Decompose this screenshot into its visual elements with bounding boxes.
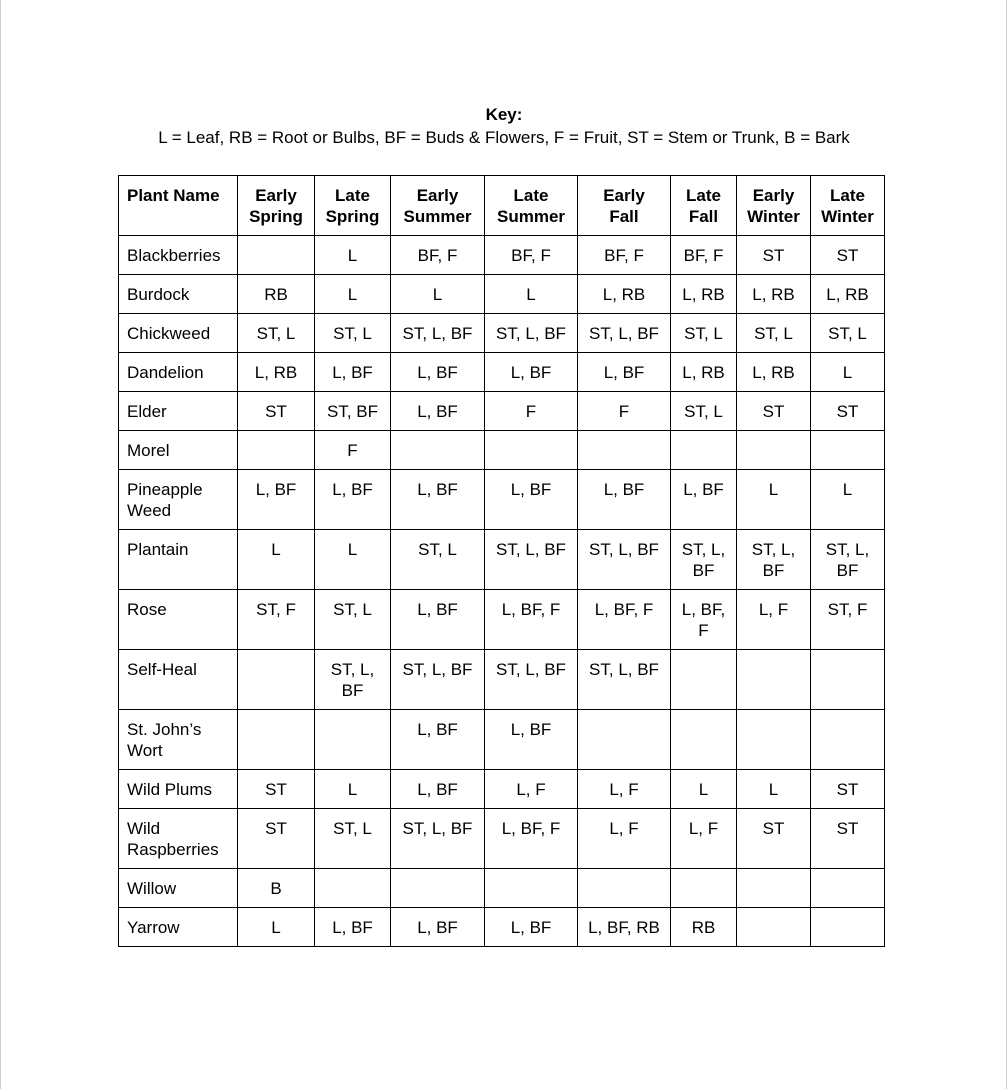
- table-cell: ST, L, BF: [315, 650, 391, 710]
- table-cell: L, BF: [391, 353, 485, 392]
- plant-name-cell: St. John’s Wort: [119, 710, 238, 770]
- table-cell: L: [238, 530, 315, 590]
- column-header-early-summer: [391, 176, 485, 236]
- table-cell: ST, L, BF: [671, 530, 737, 590]
- table-cell: L, BF: [485, 908, 578, 947]
- plant-season-table: [118, 175, 885, 947]
- table-row-blackberries: [119, 236, 885, 275]
- table-cell: ST: [811, 770, 885, 809]
- table-cell: [737, 431, 811, 470]
- column-header-line2: Winter: [821, 207, 874, 226]
- table-cell: L, BF: [578, 470, 671, 530]
- plant-name-cell: Blackberries: [119, 236, 238, 275]
- table-row-st-john-s-wort: [119, 710, 885, 770]
- table-cell: L, BF: [391, 590, 485, 650]
- column-header-early-winter: [737, 176, 811, 236]
- table-row-morel: [119, 431, 885, 470]
- table-cell: ST, L, BF: [485, 530, 578, 590]
- table-cell: [315, 710, 391, 770]
- table-cell: ST, L, BF: [811, 530, 885, 590]
- column-header-line1: Late: [686, 186, 721, 205]
- table-cell: ST, L: [671, 392, 737, 431]
- page-edge-right: [1006, 0, 1007, 1089]
- column-header-late-winter: [811, 176, 885, 236]
- table-cell: ST, L: [315, 314, 391, 353]
- table-cell: [238, 431, 315, 470]
- table-cell: BF, F: [485, 236, 578, 275]
- column-header-early-spring: [238, 176, 315, 236]
- table-cell: L: [315, 236, 391, 275]
- table-cell: BF, F: [391, 236, 485, 275]
- table-cell: [737, 650, 811, 710]
- table-cell: L, BF, RB: [578, 908, 671, 947]
- page-edge-left: [0, 0, 1, 1089]
- table-cell: [737, 869, 811, 908]
- column-header-late-summer: [485, 176, 578, 236]
- table-row-yarrow: [119, 908, 885, 947]
- table-row-willow: [119, 869, 885, 908]
- table-cell: [238, 236, 315, 275]
- column-header-line1: Early: [752, 186, 795, 205]
- table-cell: L, F: [578, 809, 671, 869]
- column-header-line1: Late: [830, 186, 865, 205]
- table-cell: L, BF: [391, 908, 485, 947]
- table-cell: [391, 869, 485, 908]
- table-cell: F: [485, 392, 578, 431]
- table-row-elder: [119, 392, 885, 431]
- table-cell: ST, L: [391, 530, 485, 590]
- plant-name-cell: Pineapple Weed: [119, 470, 238, 530]
- table-cell: L, RB: [578, 275, 671, 314]
- table-cell: ST, L: [238, 314, 315, 353]
- table-cell: ST: [811, 236, 885, 275]
- plant-name-cell: Burdock: [119, 275, 238, 314]
- plant-name-cell: Plantain: [119, 530, 238, 590]
- table-cell: ST: [238, 392, 315, 431]
- table-cell: ST, L, BF: [578, 530, 671, 590]
- table-cell: [811, 710, 885, 770]
- table-cell: ST: [737, 809, 811, 869]
- key-title: Key:: [485, 105, 523, 124]
- plant-name-cell: Elder: [119, 392, 238, 431]
- table-cell: L, BF: [485, 710, 578, 770]
- key-text: L = Leaf, RB = Root or Bulbs, BF = Buds & Flowers, F = Fruit, ST = Stem or Trunk, B = Bark: [158, 128, 850, 147]
- table-cell: ST, BF: [315, 392, 391, 431]
- table-cell: L, RB: [671, 275, 737, 314]
- table-cell: [811, 431, 885, 470]
- table-cell: L, RB: [737, 275, 811, 314]
- table-cell: L, BF: [315, 353, 391, 392]
- table-cell: [811, 650, 885, 710]
- table-cell: L, BF: [238, 470, 315, 530]
- table-cell: ST, L, BF: [485, 314, 578, 353]
- table-cell: L: [811, 470, 885, 530]
- table-cell: [238, 710, 315, 770]
- table-cell: ST: [737, 236, 811, 275]
- table-cell: ST, L, BF: [737, 530, 811, 590]
- table-cell: BF, F: [578, 236, 671, 275]
- table-cell: L: [671, 770, 737, 809]
- column-header-line2: Winter: [747, 207, 800, 226]
- column-header-line2: Fall: [609, 207, 639, 226]
- table-cell: L, BF, F: [485, 809, 578, 869]
- table-row-chickweed: [119, 314, 885, 353]
- table-cell: L, BF: [315, 470, 391, 530]
- column-header-line1: Early: [416, 186, 459, 205]
- table-cell: [315, 869, 391, 908]
- column-header-line2: Fall: [688, 207, 719, 226]
- plant-name-cell: Yarrow: [119, 908, 238, 947]
- table-cell: BF, F: [671, 236, 737, 275]
- plant-name-cell: Wild Raspberries: [119, 809, 238, 869]
- column-header-line1: Early: [255, 186, 297, 205]
- table-cell: ST, F: [811, 590, 885, 650]
- plant-name-cell: Rose: [119, 590, 238, 650]
- table-cell: [737, 710, 811, 770]
- table-row-rose: [119, 590, 885, 650]
- table-cell: L, BF: [391, 470, 485, 530]
- table-cell: [811, 869, 885, 908]
- table-cell: L, RB: [737, 353, 811, 392]
- table-cell: L, F: [737, 590, 811, 650]
- column-header-early-fall: [578, 176, 671, 236]
- plant-name-cell: Self-Heal: [119, 650, 238, 710]
- table-cell: [811, 908, 885, 947]
- table-row-wild-plums: [119, 770, 885, 809]
- table-cell: [391, 431, 485, 470]
- column-header-line1: Early: [603, 186, 645, 205]
- column-header-line2: Summer: [496, 207, 566, 226]
- table-cell: ST, L, BF: [391, 650, 485, 710]
- table-cell: ST: [737, 392, 811, 431]
- table-cell: L, BF: [578, 353, 671, 392]
- table-cell: ST: [811, 809, 885, 869]
- table-cell: RB: [238, 275, 315, 314]
- table-row-plantain: [119, 530, 885, 590]
- table-cell: ST, L, BF: [578, 650, 671, 710]
- table-cell: L, F: [671, 809, 737, 869]
- table-cell: ST, L: [811, 314, 885, 353]
- table-cell: L, BF, F: [671, 590, 737, 650]
- table-cell: RB: [671, 908, 737, 947]
- column-header-late-fall: [671, 176, 737, 236]
- table-cell: L, F: [578, 770, 671, 809]
- column-header-line1: Late: [513, 186, 549, 205]
- table-cell: [671, 650, 737, 710]
- table-cell: L, BF: [315, 908, 391, 947]
- table-cell: [737, 908, 811, 947]
- table-cell: [578, 710, 671, 770]
- column-header-plant-name: [119, 176, 238, 236]
- table-cell: L, BF: [671, 470, 737, 530]
- table-cell: ST: [238, 770, 315, 809]
- table-cell: L: [811, 353, 885, 392]
- column-header-line2: Spring: [249, 207, 303, 226]
- table-cell: L: [315, 275, 391, 314]
- table-cell: F: [315, 431, 391, 470]
- column-header-line1: Plant Name: [127, 186, 220, 205]
- table-cell: L, BF: [485, 470, 578, 530]
- table-cell: ST, L: [315, 809, 391, 869]
- table-cell: L, RB: [238, 353, 315, 392]
- table-cell: L, F: [485, 770, 578, 809]
- table-cell: ST, L: [315, 590, 391, 650]
- table-cell: [578, 869, 671, 908]
- table-cell: [238, 650, 315, 710]
- table-cell: [578, 431, 671, 470]
- table-cell: L: [485, 275, 578, 314]
- key-legend: [0, 104, 1008, 150]
- table-cell: ST, L, BF: [578, 314, 671, 353]
- table-body: [119, 236, 885, 947]
- header-row: [119, 176, 885, 236]
- plant-name-cell: Dandelion: [119, 353, 238, 392]
- table-row-wild-raspberries: [119, 809, 885, 869]
- table-row-pineapple-weed: [119, 470, 885, 530]
- table-cell: ST: [238, 809, 315, 869]
- table-cell: ST, L, BF: [391, 314, 485, 353]
- table-cell: L, BF, F: [485, 590, 578, 650]
- table-row-dandelion: [119, 353, 885, 392]
- table-cell: [671, 710, 737, 770]
- table-cell: ST, L, BF: [391, 809, 485, 869]
- table-cell: [671, 869, 737, 908]
- table-cell: F: [578, 392, 671, 431]
- table-cell: L, RB: [811, 275, 885, 314]
- column-header-line2: Spring: [325, 207, 380, 226]
- table-cell: ST, L, BF: [485, 650, 578, 710]
- table-cell: L: [737, 770, 811, 809]
- table-cell: L, BF: [391, 392, 485, 431]
- table-cell: L: [315, 530, 391, 590]
- table-cell: L, RB: [671, 353, 737, 392]
- table-cell: L: [238, 908, 315, 947]
- table-cell: [485, 431, 578, 470]
- table-cell: [485, 869, 578, 908]
- table-row-self-heal: [119, 650, 885, 710]
- table-cell: L, BF: [391, 710, 485, 770]
- table-cell: [671, 431, 737, 470]
- table-cell: L, BF: [391, 770, 485, 809]
- table-cell: L: [315, 770, 391, 809]
- plant-name-cell: Wild Plums: [119, 770, 238, 809]
- plant-name-cell: Chickweed: [119, 314, 238, 353]
- table-row-burdock: [119, 275, 885, 314]
- table-cell: L: [391, 275, 485, 314]
- table-cell: ST, L: [737, 314, 811, 353]
- table-cell: L, BF, F: [578, 590, 671, 650]
- column-header-late-spring: [315, 176, 391, 236]
- table-cell: L: [737, 470, 811, 530]
- table-cell: L, BF: [485, 353, 578, 392]
- column-header-line2: Summer: [403, 207, 472, 226]
- table-cell: ST: [811, 392, 885, 431]
- column-header-line1: Late: [335, 186, 370, 205]
- table-cell: ST, F: [238, 590, 315, 650]
- table-cell: B: [238, 869, 315, 908]
- plant-name-cell: Morel: [119, 431, 238, 470]
- table-cell: ST, L: [671, 314, 737, 353]
- plant-name-cell: Willow: [119, 869, 238, 908]
